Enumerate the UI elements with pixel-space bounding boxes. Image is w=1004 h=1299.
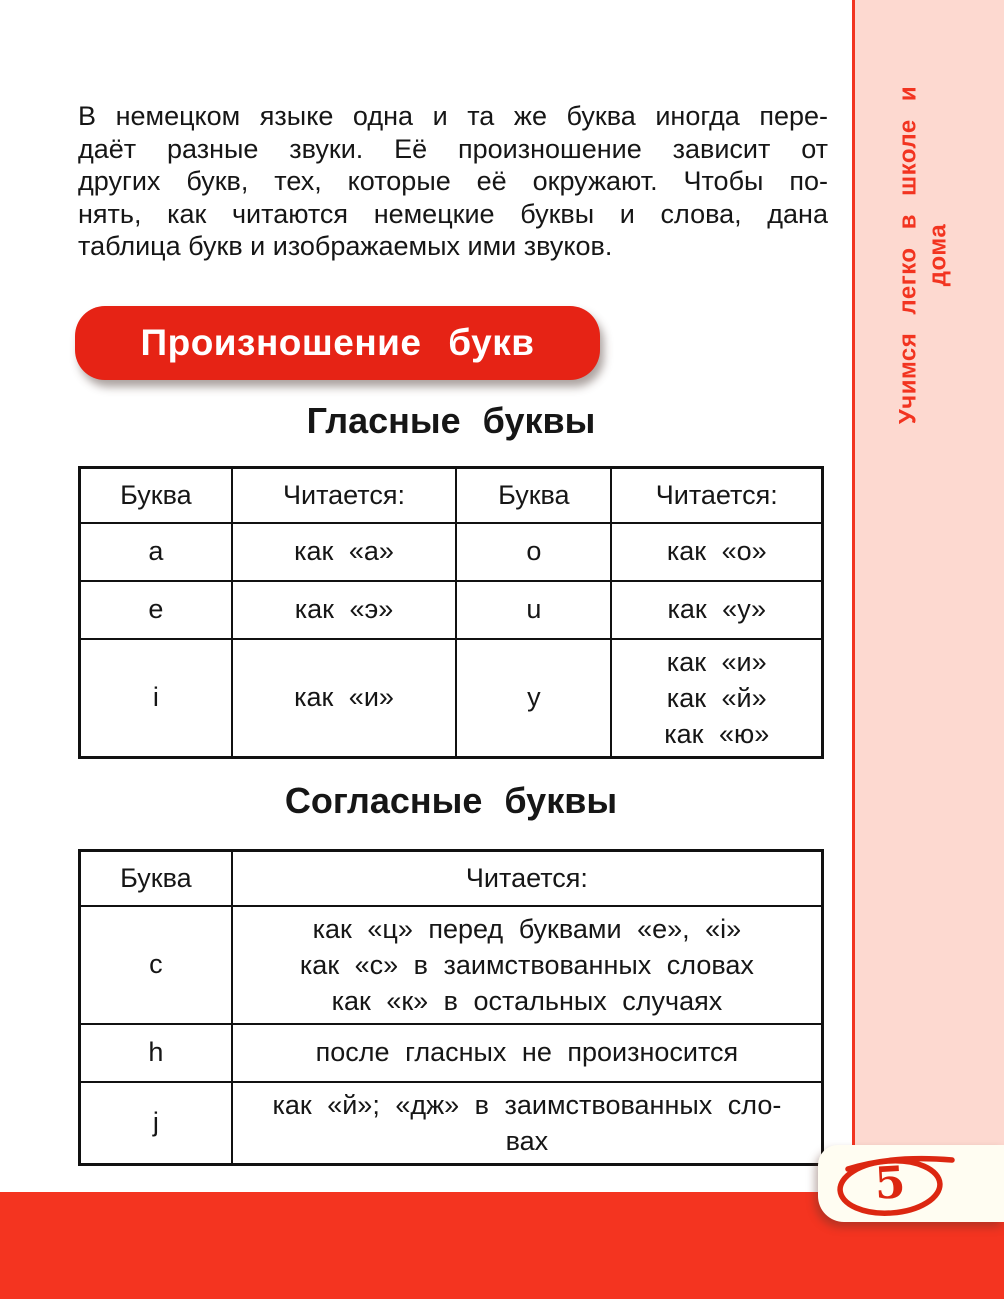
column-header: Буква xyxy=(80,851,232,906)
reading-cell xyxy=(232,1082,823,1165)
pronunciation-heading-badge xyxy=(75,306,600,380)
letter-cell: h xyxy=(80,1024,232,1082)
intro-paragraph xyxy=(78,100,828,263)
reading-cell: как «о» xyxy=(611,523,822,581)
reading-cell xyxy=(611,639,822,758)
reading-line: как «ц» перед буквами «e», «i» xyxy=(312,913,742,944)
reading-cell xyxy=(232,906,823,1024)
side-tab-strip xyxy=(852,0,1004,1146)
table-row xyxy=(80,639,823,758)
table-row xyxy=(80,1082,823,1165)
column-header: Читается: xyxy=(611,468,822,523)
intro-line: В немецком языке одна и та же буква иногда пере- xyxy=(78,101,828,131)
reading-line: как «ю» xyxy=(664,718,770,749)
consonants-table xyxy=(78,849,824,1166)
reading-line: как «и» xyxy=(666,646,767,677)
letter-cell: u xyxy=(456,581,611,639)
letter-cell: c xyxy=(80,906,232,1024)
reading-cell: как «и» xyxy=(232,639,456,758)
table-row xyxy=(80,1024,823,1082)
reading-line: как «с» в заимствованных словах xyxy=(299,949,754,980)
page-number-tab xyxy=(818,1145,1004,1222)
page-number: 5 xyxy=(873,1157,907,1210)
badge-label: Произношение букв xyxy=(140,322,535,363)
letter-cell: a xyxy=(80,523,232,581)
vowels-section-title: Гласные буквы xyxy=(306,400,596,441)
letter-cell: o xyxy=(456,523,611,581)
column-header: Читается: xyxy=(232,851,823,906)
intro-line: таблица букв и изображаемых ими звуков. xyxy=(78,231,613,261)
reading-cell: как «у» xyxy=(611,581,822,639)
table-row xyxy=(80,523,823,581)
letter-cell: i xyxy=(80,639,232,758)
letter-cell: j xyxy=(80,1082,232,1165)
table-row xyxy=(80,906,823,1024)
reading-cell: как «э» xyxy=(232,581,456,639)
consonants-section-title: Согласные буквы xyxy=(284,780,618,821)
intro-line: нять, как читаются немецкие буквы и слова, дана xyxy=(78,198,828,229)
table-row xyxy=(80,581,823,639)
column-header: Читается: xyxy=(232,468,456,523)
letter-cell: e xyxy=(80,581,232,639)
letter-cell: y xyxy=(456,639,611,758)
reading-line: как «й»; «дж» в заимствованных сло- xyxy=(272,1089,782,1120)
reading-cell: как «а» xyxy=(232,523,456,581)
reading-line: вах xyxy=(505,1125,549,1156)
column-header: Буква xyxy=(456,468,611,523)
column-header: Буква xyxy=(80,468,232,523)
side-strip-vertical-label: Учимся легко в школе и дома xyxy=(894,85,952,425)
reading-cell: после гласных не произносится xyxy=(232,1024,823,1082)
vowels-table xyxy=(78,466,824,759)
intro-line: даёт разные звуки. Её произношение зависит от xyxy=(78,133,828,164)
reading-line: как «й» xyxy=(666,682,767,713)
reading-line: как «к» в остальных случаях xyxy=(331,985,723,1016)
intro-line: других букв, тех, которые её окружают. Чтобы по- xyxy=(78,166,828,196)
